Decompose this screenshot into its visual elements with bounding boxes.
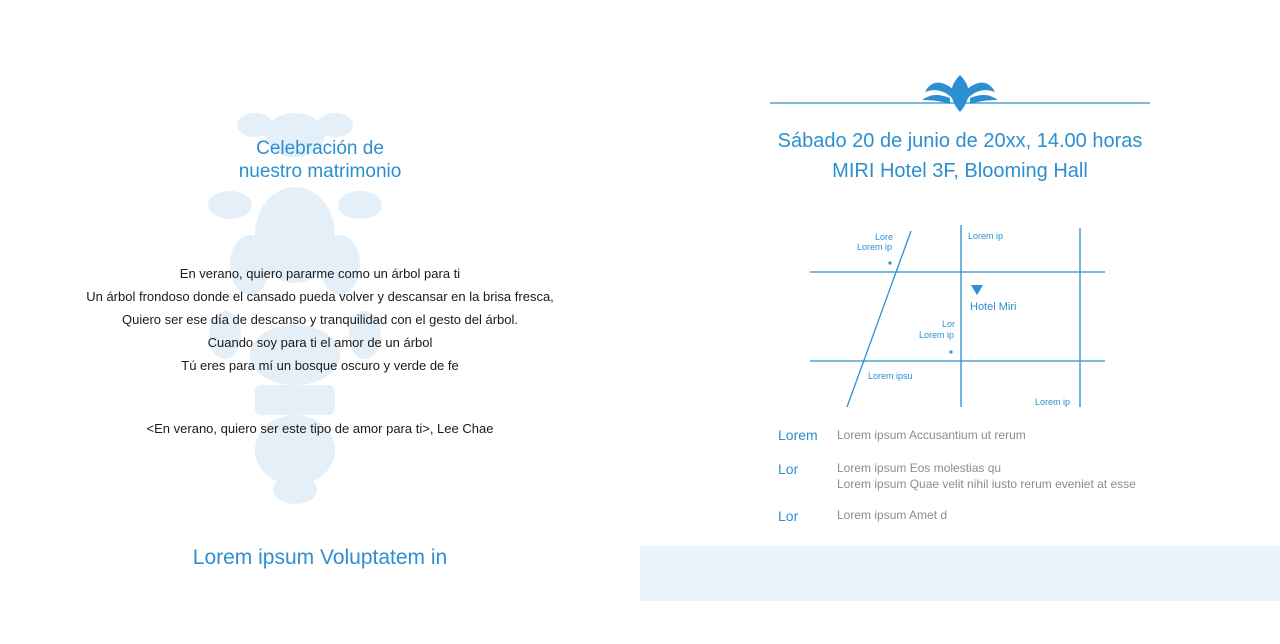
map-label: Lorem ipsu <box>868 371 913 381</box>
map-label: Lorem ip <box>919 330 955 340</box>
poem-citation: <En verano, quiero ser este tipo de amor para ti>, Lee Chae <box>146 421 494 436</box>
map-label: Lorem ip <box>968 231 1004 241</box>
footer-band <box>640 546 1280 601</box>
location-map <box>810 225 1110 410</box>
lotus-divider-ornament <box>770 70 1150 115</box>
info-key: Lorem <box>778 427 818 443</box>
event-date-time <box>720 126 1200 186</box>
info-key: Lor <box>778 461 799 477</box>
info-value <box>837 460 1136 492</box>
map-label-hotel: Hotel Miri <box>970 301 1017 313</box>
map-point <box>888 261 891 264</box>
poem <box>40 262 600 377</box>
poem-line: Tú eres para mí un bosque oscuro y verde de fe <box>181 358 459 373</box>
footer-title: Lorem ipsum Voluptatem in <box>192 546 448 569</box>
info-line: Lorem ipsum Eos molestias qu <box>837 461 1002 475</box>
poem-line: Quiero ser ese día de descanso y tranquilidad con el gesto del árbol. <box>121 312 519 327</box>
map-label: Lorem ip <box>1035 397 1071 407</box>
info-value <box>837 507 947 523</box>
poem-line: Un árbol frondoso donde el cansado pueda volver y descansar en la brisa fresca, <box>86 289 554 304</box>
map-point <box>949 350 952 353</box>
poem-line: Cuando soy para ti el amor de un árbol <box>207 335 433 350</box>
info-value <box>837 427 1026 443</box>
map-label: Lorem ip <box>857 242 893 252</box>
invitation-title <box>170 137 470 183</box>
info-line: Lorem ipsum Quae velit nihil iusto rerum eveniet at esse <box>837 477 1136 491</box>
poem-line: En verano, quiero pararme como un árbol para ti <box>179 266 461 281</box>
info-key: Lor <box>778 508 799 524</box>
event-date: Sábado 20 de junio de 20xx, 14.00 horas <box>777 130 1143 152</box>
right-page <box>640 0 1280 644</box>
hotel-marker-icon <box>971 285 983 295</box>
info-line: Lorem ipsum Accusantium ut rerum <box>837 428 1026 442</box>
title-line-1: Celebración de <box>256 138 384 159</box>
event-venue: MIRI Hotel 3F, Blooming Hall <box>832 160 1088 182</box>
map-label: Lore <box>875 232 894 242</box>
map-label: Lor <box>942 319 956 329</box>
title-line-2: nuestro matrimonio <box>238 161 402 182</box>
info-line: Lorem ipsum Amet d <box>837 508 948 522</box>
